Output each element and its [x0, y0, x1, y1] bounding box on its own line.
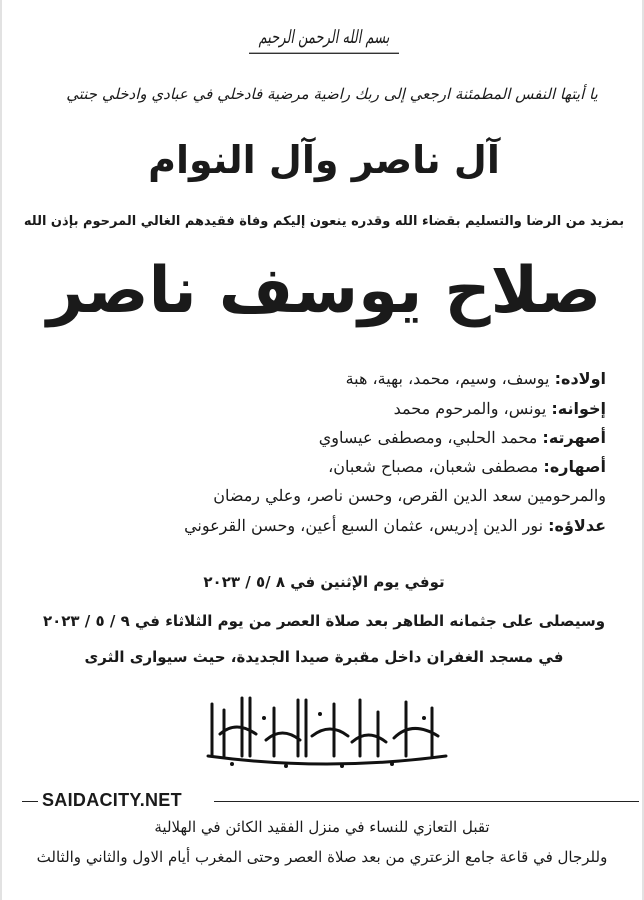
announcement-intro: بمزيد من الرضا والتسليم بقضاء الله وقدره ينعون إليكم وفاة فقيدهم الغالي المرحوم بإذن الله: [23, 214, 625, 229]
quran-verse: يا أيتها النفس المطمئنة ارجعي إلى ربك راضية مرضية فادخلي في عبادي وادخلي جنتي: [66, 85, 598, 103]
relatives-brothers-in-law: [46, 518, 606, 534]
website-label: SAIDACITY.NET: [42, 790, 182, 810]
relative-names: محمد الحلبي، ومصطفى عيساوي: [318, 428, 543, 447]
relative-label: أصهرته:: [542, 428, 606, 447]
basmala-header: [2, 27, 644, 50]
families-heading: آل ناصر وآل النوام: [148, 138, 500, 182]
inna-lillah-calligraphy: [202, 690, 452, 770]
divider: [22, 801, 38, 802]
relatives-brothers: [46, 401, 606, 417]
relatives-children: [46, 371, 606, 387]
website-banner: [22, 790, 622, 814]
calligraphy-graphic: [202, 690, 452, 770]
burial-location: في مسجد الغفران داخل مقبرة صيدا الجديدة، حيث سيوارى الثرى: [84, 648, 564, 666]
relative-label: أصهاره:: [543, 457, 606, 476]
relative-names: نور الدين إدريس، عثمان السبع أعين، وحسن القرعوني: [184, 516, 549, 535]
relative-names: يونس، والمرحوم محمد: [393, 399, 552, 418]
condolences-women: تقبل التعازي للنساء في منزل الفقيد الكائن في الهلالية: [154, 818, 490, 836]
relatives-in-laws: [46, 459, 606, 475]
relative-names: مصطفى شعبان، مصباح شعبان،: [328, 457, 544, 476]
relative-names: يوسف، وسيم، محمد، بهية، هبة: [345, 369, 555, 388]
relatives-sons-in-law: [46, 430, 606, 446]
relative-label: إخوانه:: [551, 399, 606, 418]
relative-names: والمرحومين سعد الدين القرص، وحسن ناصر، وعلي رمضان: [213, 486, 606, 505]
divider: [214, 801, 639, 802]
basmala-calligraphy: بسم الله الرحمن الرحيم: [249, 26, 400, 54]
relatives-in-laws-deceased: [46, 488, 606, 504]
relative-label: عدلاؤه:: [548, 516, 606, 535]
condolences-men: وللرجال في قاعة جامع الزعتري من بعد صلاة العصر وحتى المغرب أيام الاول والثاني والثالث: [36, 848, 608, 866]
deceased-name: صلاح يوسف ناصر: [46, 254, 602, 328]
relative-label: اولاده:: [554, 369, 606, 388]
funeral-prayer-line: وسيصلى على جثمانه الطاهر بعد صلاة العصر من يوم الثلاثاء في ٩ / ٥ / ٢٠٢٣: [42, 612, 606, 630]
death-date: توفي يوم الإثنين في ٨ /٥ / ٢٠٢٣: [203, 573, 445, 591]
